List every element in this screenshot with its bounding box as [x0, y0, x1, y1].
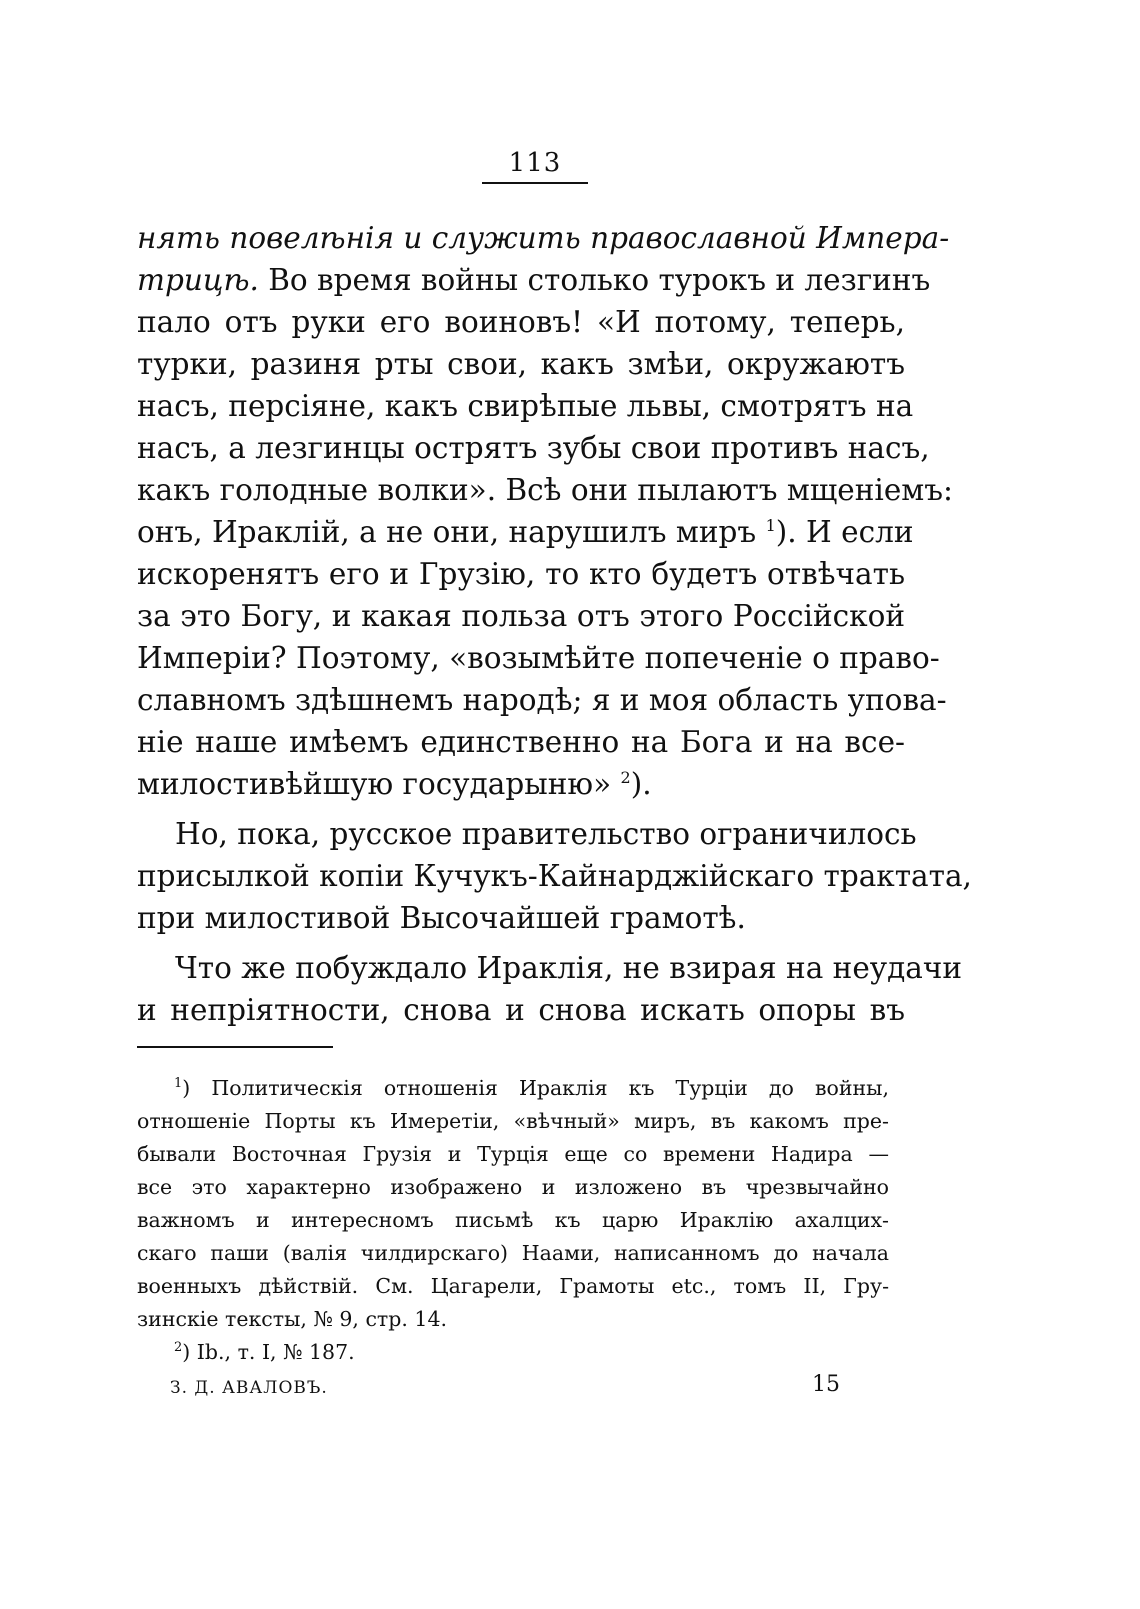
- footnote-text: скаго паши (валія чилдирскаго) Наами, написанномъ до начала: [137, 1241, 889, 1265]
- footnote-reference: 1: [765, 516, 776, 536]
- footnote-reference: 2: [620, 768, 631, 788]
- text-run: Имперіи? Поэтому, «возымѣйте попеченіе о право-: [137, 641, 940, 675]
- text-run: ). И если: [775, 515, 914, 549]
- footnotes: [137, 1072, 889, 1369]
- footnote-text: ) Ib., т. I, № 187.: [182, 1340, 355, 1364]
- footnote-text: зинскіе тексты, № 9, стр. 14.: [137, 1307, 448, 1331]
- footnote-line: [137, 1138, 889, 1171]
- text-run: турки, разиня рты свои, какъ змѣи, окружаютъ: [137, 347, 905, 381]
- text-line: [137, 637, 940, 679]
- text-run: насъ, а лезгинцы острятъ зубы свои противъ насъ,: [137, 431, 930, 465]
- text-line: [137, 301, 905, 343]
- footnote-separator: [137, 1046, 333, 1048]
- text-line: [137, 469, 953, 511]
- text-line: [137, 595, 905, 637]
- text-run: ).: [630, 767, 652, 801]
- text-line: [137, 679, 947, 721]
- footnote-text: бывали Восточная Грузія и Турція еще со времени Надира —: [137, 1142, 889, 1166]
- text-line: [137, 947, 963, 989]
- text-line: [137, 553, 905, 595]
- footnote-marker: 2: [174, 1340, 183, 1356]
- text-line: [137, 721, 905, 763]
- text-run: присылкой копіи Кучукъ-Кайнарджійскаго трактата,: [137, 859, 972, 893]
- text-run: насъ, персіяне, какъ свирѣпые львы, смотрятъ на: [137, 389, 914, 423]
- footnote-marker: 1: [174, 1076, 183, 1092]
- text-run: славномъ здѣшнемъ народѣ; я и моя область упова-: [137, 683, 947, 717]
- text-run: при милостивой Высочайшей грамотѣ.: [137, 901, 746, 935]
- footnote-line: [137, 1237, 889, 1270]
- footnote-line: [137, 1171, 889, 1204]
- footnote-text: важномъ и интересномъ письмѣ къ царю Ираклію ахалцих-: [137, 1208, 889, 1232]
- footnote-text: отношеніе Порты къ Имеретіи, «вѣчный» миръ, въ какомъ пре-: [137, 1109, 889, 1133]
- sheet-number: 15: [812, 1372, 840, 1397]
- text-run: трицѣ.: [137, 263, 259, 297]
- footnote-line: [137, 1303, 889, 1336]
- signature-mark: З. Д. АВАЛОВЪ.: [170, 1378, 328, 1398]
- text-run: какъ голодные волки». Всѣ они пылаютъ мщеніемъ:: [137, 473, 953, 507]
- text-run: искоренятъ его и Грузію, то кто будетъ отвѣчать: [137, 557, 905, 591]
- text-run: Во время войны столько турокъ и лезгинъ: [258, 263, 931, 297]
- footnote-line: [137, 1270, 889, 1303]
- text-run: онъ, Ираклій, а не они, нарушилъ миръ: [137, 515, 766, 549]
- text-line: [137, 427, 930, 469]
- page-number-rule: [482, 182, 588, 184]
- text-line: [137, 385, 914, 427]
- text-line: [137, 989, 905, 1031]
- footnote-line: [137, 1336, 889, 1369]
- text-run: пало отъ руки его воиновъ! «И потому, теперь,: [137, 305, 905, 339]
- text-run: Но, пока, русское правительство ограничилось: [175, 817, 917, 851]
- text-run: нять повелѣнія и служить православной Импера-: [137, 221, 950, 255]
- footnote-line: [137, 1072, 889, 1105]
- footnote-text: военныхъ дѣйствій. См. Цагарели, Грамоты etc., томъ II, Гру-: [137, 1274, 889, 1298]
- main-text: [137, 217, 972, 1031]
- text-line: [137, 897, 905, 939]
- paragraph-gap: [137, 939, 905, 947]
- paragraph-gap: [137, 805, 905, 813]
- text-run: ніе наше имѣемъ единственно на Бога и на все-: [137, 725, 905, 759]
- text-run: за это Богу, и какая польза отъ этого Россійской: [137, 599, 905, 633]
- text-line: [137, 217, 950, 259]
- page-number: 113: [508, 148, 562, 178]
- footnote-text: все это характерно изображено и изложено въ чрезвычайно: [137, 1175, 889, 1199]
- text-run: милостивѣйшую государыню»: [137, 767, 621, 801]
- text-run: Что же побуждало Ираклія, не взирая на неудачи: [175, 951, 963, 985]
- text-line: [137, 813, 917, 855]
- footnote-line: [137, 1105, 889, 1138]
- text-line: [137, 259, 931, 301]
- footnote-text: ) Политическія отношенія Ираклія къ Турціи до войны,: [182, 1076, 889, 1100]
- text-line: [137, 343, 905, 385]
- footnote-line: [137, 1204, 889, 1237]
- text-run: и непріятности, снова и снова искать опоры въ: [137, 993, 905, 1027]
- text-line: [137, 763, 905, 805]
- text-line: [137, 855, 972, 897]
- text-line: [137, 511, 914, 553]
